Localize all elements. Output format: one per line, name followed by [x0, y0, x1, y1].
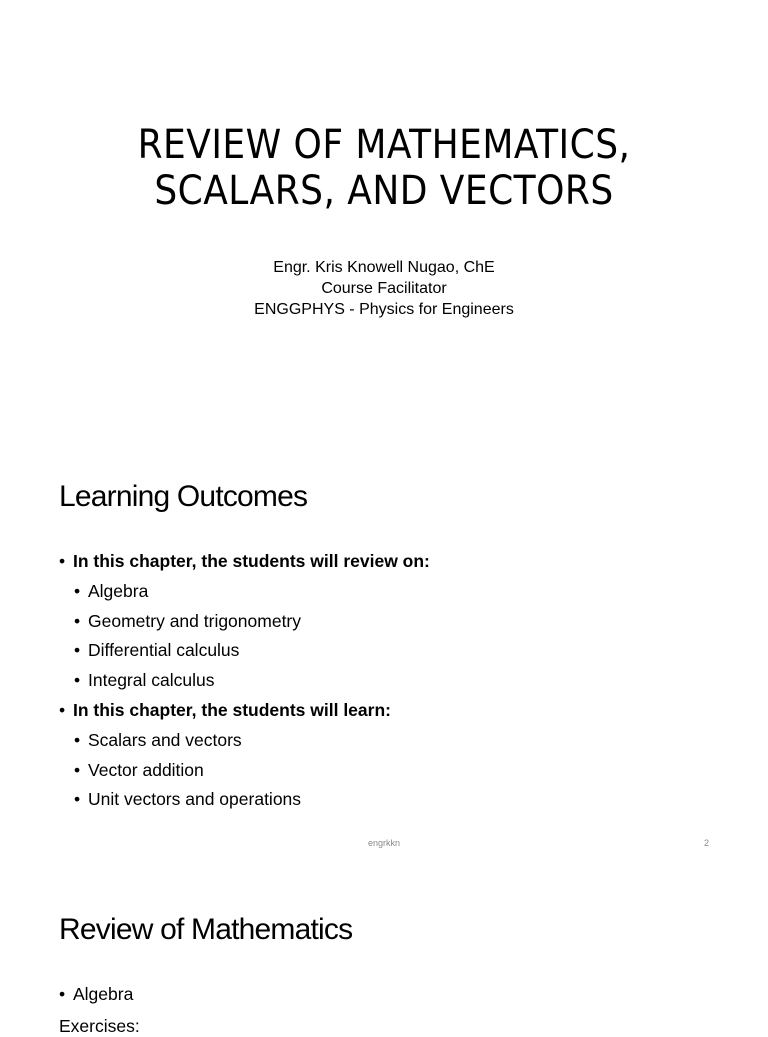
presentation-title: [38, 122, 729, 214]
list-item-label: Differential calculus: [88, 640, 240, 661]
presentation-subtitle: [0, 257, 768, 320]
bullet-icon: •: [74, 789, 81, 810]
bullet-icon: •: [59, 699, 66, 720]
slide-title: Review of Mathematics: [59, 913, 353, 946]
bullet-icon: •: [74, 670, 81, 691]
list-item-label: Geometry and trigonometry: [88, 610, 302, 631]
course-name: ENGGPHYS - Physics for Engineers: [254, 301, 514, 318]
review-heading-item: [59, 547, 719, 577]
list-item-label: Scalars and vectors: [88, 729, 242, 750]
learn-heading-item: [59, 696, 719, 726]
bullet-icon: •: [59, 551, 66, 571]
list-item: [59, 980, 133, 1008]
list-item-label: Vector addition: [88, 759, 204, 780]
list-item-label: Integral calculus: [88, 670, 215, 691]
list-item: [59, 607, 719, 637]
slide-title: Learning Outcomes: [59, 480, 308, 513]
title-line-2: SCALARS, AND VECTORS: [154, 168, 614, 214]
list-item-label: Unit vectors and operations: [88, 789, 302, 810]
list-item: [59, 726, 719, 756]
title-line-1: REVIEW OF MATHEMATICS,: [137, 122, 631, 168]
list-item: [59, 577, 719, 607]
review-list: [59, 980, 133, 1008]
bullet-icon: •: [74, 580, 81, 601]
author-role: Course Facilitator: [321, 280, 447, 297]
learn-heading: In this chapter, the students will learn:: [73, 699, 391, 720]
bullet-icon: •: [74, 729, 81, 750]
bullet-icon: •: [74, 640, 81, 661]
list-item: [59, 636, 719, 666]
bullet-icon: •: [59, 984, 66, 1004]
title-slide: [0, 0, 768, 432]
review-heading: In this chapter, the students will review on:: [73, 551, 430, 571]
list-item-label: Algebra: [73, 984, 134, 1004]
list-item: [59, 666, 719, 696]
learning-outcomes-slide: [0, 432, 768, 864]
list-item: [59, 756, 719, 786]
outcomes-list: [59, 547, 719, 815]
page-number: 2: [704, 838, 710, 848]
list-item-label: Algebra: [88, 580, 149, 601]
exercises-label: Exercises:: [59, 1016, 140, 1036]
bullet-icon: •: [74, 610, 81, 631]
author-name: Engr. Kris Knowell Nugao, ChE: [273, 259, 495, 276]
review-of-mathematics-slide: [0, 864, 768, 1036]
bullet-icon: •: [74, 759, 81, 780]
slide-footer: engrkkn: [367, 838, 401, 848]
list-item: [59, 785, 719, 815]
